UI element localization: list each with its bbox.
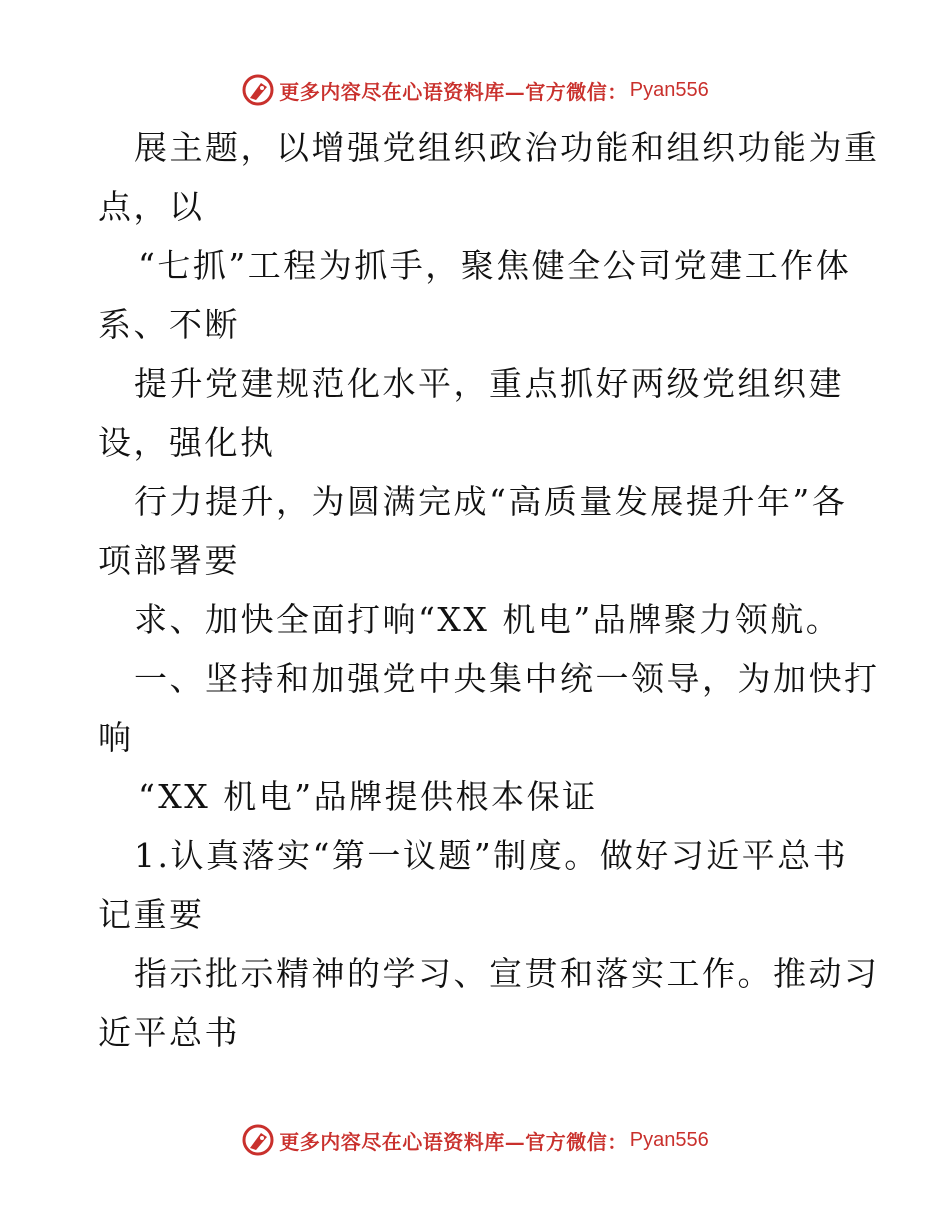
text-line: “七抓”工程为抓手，聚焦健全公司党建工作体 bbox=[138, 246, 852, 285]
text-line: 提升党建规范化水平，重点抓好两级党组织建 bbox=[134, 364, 844, 403]
text-line: 近平总书 bbox=[98, 1013, 240, 1052]
text-line: 展主题，以增强党组织政治功能和组织功能为重 bbox=[134, 128, 880, 167]
text-line: 行力提升，为圆满完成“高质量发展提升年”各 bbox=[134, 482, 848, 521]
subsection-heading: 1.认真落实“第一议题”制度。做好习近平总书 bbox=[134, 836, 849, 875]
section-heading: “XX 机电”品牌提供根本保证 bbox=[138, 777, 598, 816]
document-body bbox=[98, 118, 880, 1062]
text-line: 响 bbox=[98, 718, 134, 757]
text-line: 项部署要 bbox=[98, 541, 240, 580]
section-heading: 一、坚持和加强党中央集中统一领导，为加快打 bbox=[134, 659, 880, 698]
pen-nib-logo-icon bbox=[241, 73, 275, 107]
text-line: 求、加快全面打响“XX 机电”品牌聚力领航。 bbox=[134, 600, 842, 639]
text-line: 指示批示精神的学习、宣贯和落实工作。推动习 bbox=[134, 954, 880, 993]
watermark-text: 更多内容尽在心语资料库—官方微信： bbox=[279, 1129, 628, 1154]
text-line: 点，以 bbox=[98, 187, 205, 226]
text-line: 记重要 bbox=[98, 895, 205, 934]
footer-watermark bbox=[0, 1120, 950, 1160]
pen-nib-logo-icon bbox=[241, 1123, 275, 1157]
header-watermark bbox=[0, 70, 950, 110]
watermark-account: Pyan556 bbox=[629, 78, 709, 101]
watermark-account: Pyan556 bbox=[629, 1128, 709, 1151]
text-line: 系、不断 bbox=[98, 305, 240, 344]
text-line: 设，强化执 bbox=[98, 423, 276, 462]
watermark-text: 更多内容尽在心语资料库—官方微信： bbox=[279, 79, 628, 104]
